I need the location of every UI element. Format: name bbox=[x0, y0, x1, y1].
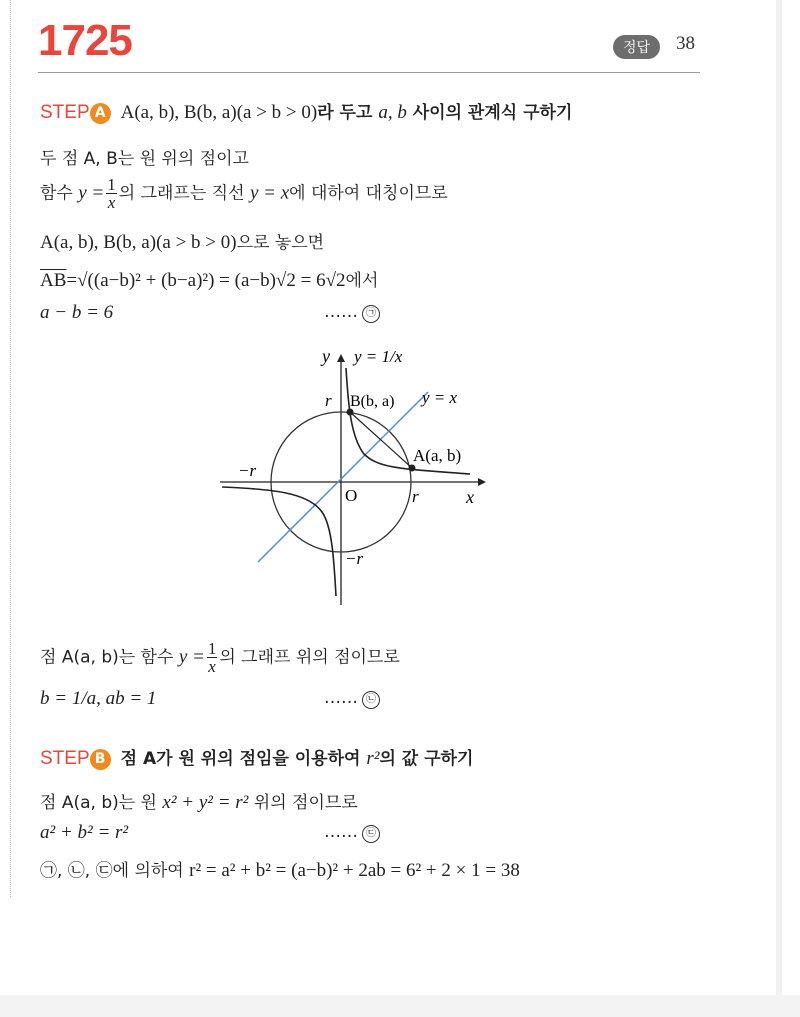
margin-dotted-line bbox=[10, 0, 11, 897]
step-b-line-2-dots bbox=[324, 822, 380, 843]
bottom-band bbox=[0, 995, 800, 1017]
neg-r-bottom-label: −r bbox=[345, 549, 364, 568]
graph bbox=[200, 340, 500, 610]
line-3-math: A(a, b), B(b, a)(a > b > 0) bbox=[40, 232, 237, 253]
step-b-l1-pre: 점 A(a, b)는 원 bbox=[40, 793, 163, 813]
line-7: b = 1/a, ab = 1 bbox=[40, 688, 157, 709]
step-b-l3-math: r² = a² + b² = (a−b)² + 2ab = 6² + 2 × 1 = 38 bbox=[189, 860, 520, 881]
step-b-title1: 점 A가 원 위의 점임을 이용하여 bbox=[120, 749, 367, 769]
step-a-label: STEP bbox=[40, 102, 90, 123]
step-b-l1-eq: x² + y² = r² bbox=[162, 792, 249, 813]
frac-num: 1 bbox=[107, 175, 116, 194]
line-6-pre: 점 A(a, b)는 함수 bbox=[40, 647, 179, 668]
line-1: 두 점 A, B는 원 위의 점이고 bbox=[40, 149, 249, 169]
answer-badge: 정답 bbox=[613, 35, 660, 59]
line-7-dots bbox=[324, 688, 380, 709]
page-edge bbox=[776, 0, 782, 1017]
line-2-eq: y = x bbox=[249, 182, 290, 204]
x-axis-arrow bbox=[478, 478, 486, 486]
line-6-post: 의 그래프 위의 점이므로 bbox=[219, 647, 400, 668]
point-b-label: B(b, a) bbox=[350, 393, 395, 410]
origin-label: O bbox=[345, 486, 358, 505]
y-label: y bbox=[322, 346, 330, 366]
line-2-post2: 에 대하여 대칭이므로 bbox=[289, 183, 448, 204]
line-5: a − b = 6 bbox=[40, 302, 114, 323]
line-y-equals-x bbox=[258, 392, 428, 562]
segment-ab-graph bbox=[350, 412, 412, 468]
line-4-math: =√((a−b)² + (b−a)²) = (a−b)√2 = 6√2 bbox=[66, 270, 346, 291]
ellipsis-2: …… bbox=[324, 688, 358, 708]
r-top-label: r bbox=[325, 391, 332, 410]
line-3-text: 으로 놓으면 bbox=[236, 233, 325, 253]
step-b-title2: 의 값 구하기 bbox=[379, 749, 474, 769]
line-4 bbox=[40, 266, 378, 292]
line-3 bbox=[40, 228, 324, 254]
step-b-heading bbox=[40, 744, 473, 770]
step-a-title-text2: 사이의 관계식 구하기 bbox=[406, 103, 573, 123]
line-2-post1: 의 그래프는 직선 bbox=[118, 183, 250, 204]
step-b-line-1 bbox=[40, 788, 358, 814]
curve-label: y = 1/x bbox=[354, 347, 403, 366]
step-a-title-vars: a, b bbox=[378, 102, 407, 123]
point-a bbox=[409, 465, 416, 472]
step-b-letter: B bbox=[90, 749, 111, 770]
step-b-l3-pre: ㉠, ㉡, ㉢에 의하여 bbox=[40, 861, 190, 881]
frac2-den: x bbox=[208, 657, 216, 676]
line-4-text: 에서 bbox=[345, 271, 379, 291]
step-a-heading bbox=[40, 98, 572, 124]
mark-nieun: ㉡ bbox=[362, 691, 380, 709]
mark-giyeok: ㉠ bbox=[362, 305, 380, 323]
y-axis-arrow bbox=[337, 354, 345, 362]
line-2-pre: 함수 bbox=[40, 183, 79, 204]
x-label: x bbox=[466, 487, 474, 507]
frac-den: x bbox=[107, 193, 116, 212]
r-right-label: r bbox=[412, 487, 419, 506]
step-a-letter: A bbox=[90, 103, 111, 124]
fraction-1-over-x bbox=[106, 176, 117, 211]
step-b-line-3 bbox=[40, 856, 520, 882]
mark-digeut: ㉢ bbox=[362, 825, 380, 843]
step-b-l1-post: 위의 점이므로 bbox=[248, 793, 358, 813]
ellipsis-3: …… bbox=[324, 822, 358, 842]
header-rule bbox=[38, 72, 700, 73]
line-6 bbox=[40, 640, 400, 675]
point-a-label: A(a, b) bbox=[413, 446, 462, 465]
line-2-y: y = bbox=[78, 182, 105, 204]
ellipsis: …… bbox=[324, 302, 358, 322]
line-label: y = x bbox=[422, 388, 458, 407]
step-a-title-math: A(a, b), B(b, a)(a > b > 0) bbox=[120, 102, 318, 123]
line-5-dots bbox=[324, 302, 380, 323]
frac2-num: 1 bbox=[207, 639, 217, 658]
problem-number: 1725 bbox=[38, 16, 132, 65]
neg-r-left-label: −r bbox=[238, 461, 257, 480]
step-b-title-var: r² bbox=[366, 748, 380, 769]
line-6-y: y = bbox=[178, 646, 205, 668]
step-b-label: STEP bbox=[40, 748, 90, 769]
fraction-1-over-x-2 bbox=[207, 640, 218, 675]
answer-value: 38 bbox=[676, 33, 695, 54]
line-2 bbox=[40, 176, 448, 211]
step-a-title-text1: 라 두고 bbox=[317, 103, 379, 123]
step-b-line-2: a² + b² = r² bbox=[40, 822, 129, 843]
segment-ab: $\overline{AB}$ bbox=[40, 270, 67, 291]
